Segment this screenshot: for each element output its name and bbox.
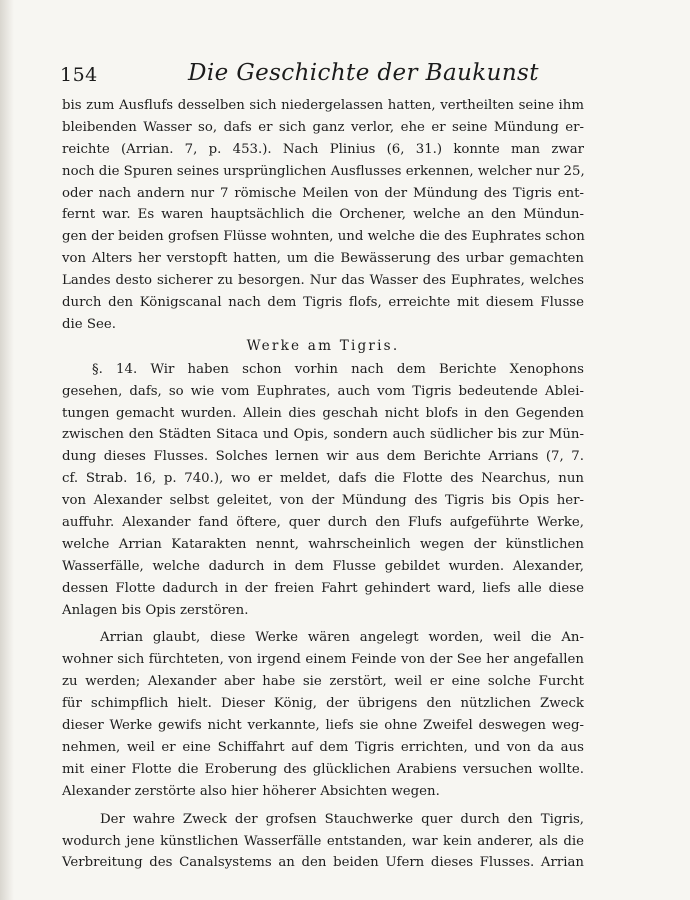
text-line: nehmen, weil er eine Schiffahrt auf dem Tigris errichten, und von da aus bbox=[62, 739, 584, 755]
text-line: durch den Königscanal nach dem Tigris flofs, erreichte mit diesem Flusse bbox=[62, 295, 584, 311]
section-heading: Werke am Tigris. bbox=[246, 337, 400, 354]
text-line: welche Arrian Katarakten nennt, wahrscheinlich wegen der künstlichen bbox=[62, 536, 584, 552]
body-text bbox=[62, 95, 584, 874]
text-line: fernt war. Es waren hauptsächlich die Orchener, welche an den Mündun- bbox=[62, 207, 584, 223]
text-line: Arrian glaubt, diese Werke wären angelegt worden, weil die An- bbox=[100, 630, 584, 646]
text-line: zu werden; Alexander aber habe sie zerstört, weil er eine solche Furcht bbox=[62, 674, 584, 690]
text-line: von Alexander selbst geleitet, von der Mündung des Tigris bis Opis her- bbox=[62, 493, 584, 509]
text-line: die See. bbox=[62, 316, 116, 332]
text-line: mit einer Flotte die Eroberung des glücklichen Arabiens versuchen wollte. bbox=[62, 761, 584, 777]
text-line: gen der beiden grofsen Flüsse wohnten, und welche die des Euphrates schon bbox=[62, 229, 585, 245]
page-edge-shadow bbox=[0, 0, 14, 900]
text-line: Landes desto sicherer zu besorgen. Nur das Wasser des Euphrates, welches bbox=[62, 273, 584, 289]
text-line: §. 14. Wir haben schon vorhin nach dem Berichte Xenophons bbox=[92, 361, 584, 377]
text-line: wohner sich fürchteten, von irgend einem Feinde von der See her angefallen bbox=[62, 652, 584, 668]
text-line: Der wahre Zweck der grofsen Stauchwerke quer durch den Tigris, bbox=[100, 811, 584, 827]
text-line: auffuhr. Alexander fand öftere, quer durch den Flufs aufgeführte Werke, bbox=[62, 515, 584, 531]
text-line: für schimpflich hielt. Dieser König, der übrigens den nützlichen Zweck bbox=[62, 696, 584, 712]
text-line: oder nach andern nur 7 römische Meilen von der Mündung des Tigris ent- bbox=[62, 185, 584, 201]
text-line: dieser Werke gewifs nicht verkannte, liefs sie ohne Zweifel deswegen weg- bbox=[62, 718, 584, 734]
text-line: Alexander zerstörte also hier höherer Absichten wegen. bbox=[62, 783, 440, 799]
running-title: Die Geschichte der Baukunst bbox=[188, 60, 539, 86]
text-line: cf. Strab. 16, p. 740.), wo er meldet, dafs die Flotte des Nearchus, nun bbox=[62, 471, 584, 487]
text-line: tungen gemacht wurden. Allein dies geschah nicht blofs in den Gegenden bbox=[62, 405, 584, 421]
text-line: zwischen den Städten Sitaca und Opis, sondern auch südlicher bis zur Mün- bbox=[62, 427, 584, 443]
text-line: bis zum Ausflufs desselben sich niedergelassen hatten, vertheilten seine ihm bbox=[62, 98, 584, 113]
text-line: wodurch jene künstlichen Wasserfälle entstanden, war kein anderer, als die bbox=[62, 833, 584, 849]
page-number: 154 bbox=[60, 64, 98, 86]
page-header bbox=[60, 60, 620, 90]
text-line: Verbreitung des Canalsystems an den beiden Ufern dieses Flusses. Arrian bbox=[62, 855, 584, 871]
text-line: reichte (Arrian. 7, p. 453.). Nach Plinius (6, 31.) konnte man zwar bbox=[62, 141, 584, 157]
text-line: gesehen, dafs, so wie vom Euphrates, auch vom Tigris bedeutende Ablei- bbox=[62, 383, 584, 399]
text-line: von Alters her verstopft hatten, um die Bewässerung des urbar gemachten bbox=[62, 251, 584, 267]
text-line: dung dieses Flusses. Solches lernen wir aus dem Berichte Arrians (7, 7. bbox=[62, 449, 584, 465]
text-line: Anlagen bis Opis zerstören. bbox=[62, 602, 249, 618]
text-line: noch die Spuren seines ursprünglichen Ausflusses erkennen, welcher nur 25, bbox=[62, 163, 585, 179]
text-line: dessen Flotte dadurch in der freien Fahrt gehindert ward, liefs alle diese bbox=[62, 580, 584, 596]
text-line: bleibenden Wasser so, dafs er sich ganz verlor, ehe er seine Mündung er- bbox=[62, 119, 584, 135]
text-line: Wasserfälle, welche dadurch in dem Flusse gebildet wurden. Alexander, bbox=[62, 558, 584, 574]
